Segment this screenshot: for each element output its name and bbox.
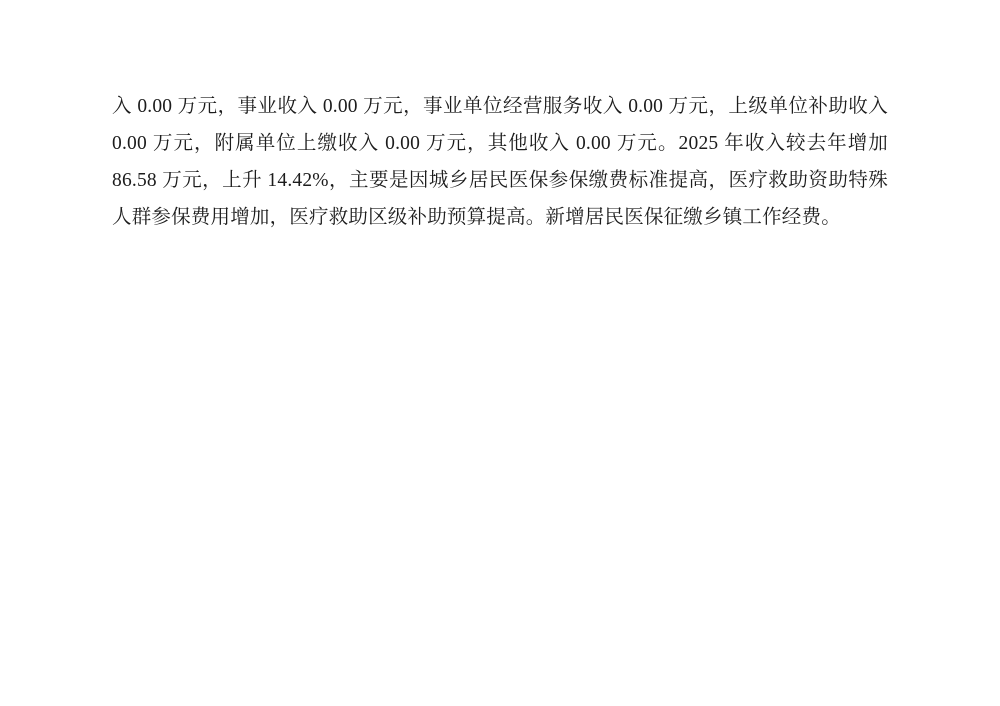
paragraph-budget-revenue: 入 0.00 万元，事业收入 0.00 万元，事业单位经营服务收入 0.00 万元，上级单位补助收入 0.00 万元，附属单位上缴收入 0.00 万元，其他收入 0.00 万元。2025 年收入较去年增加 86.58 万元，上升 14.42%，主要是因城乡居民医保参保缴费标准提高，医疗救助资助特殊人群参保费用增加，医疗救助区级补助预算提高。新增居民医保征缴乡镇工作经费。 <box>112 96 888 228</box>
document-body <box>112 88 888 236</box>
